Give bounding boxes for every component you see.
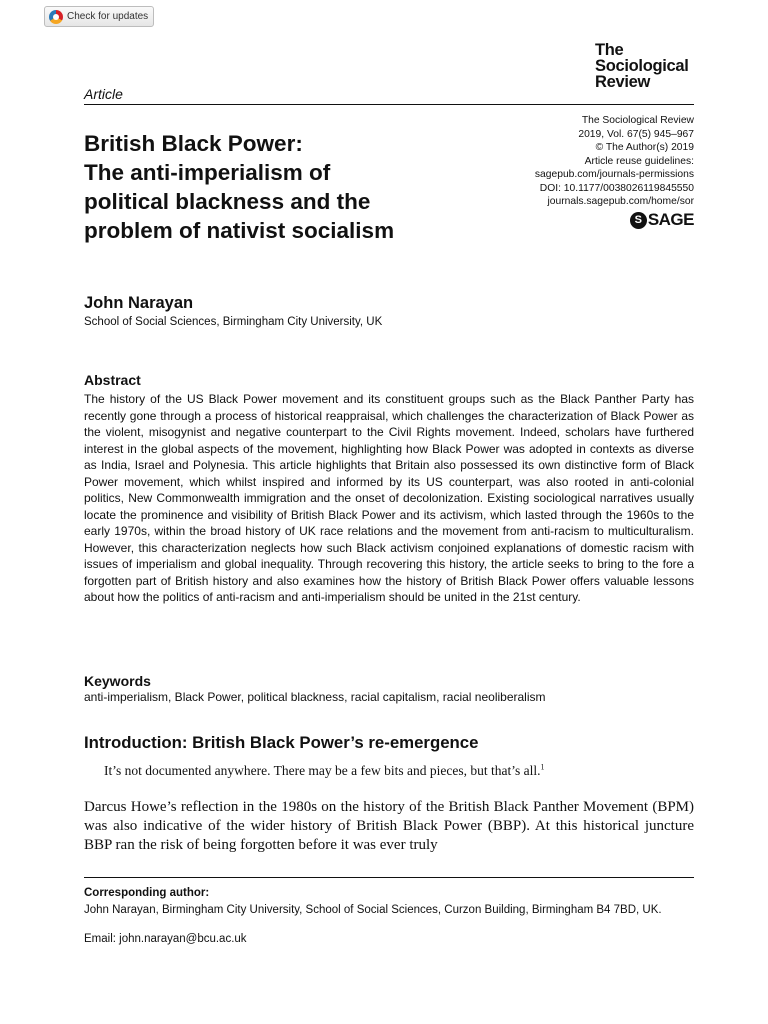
body-paragraph: Darcus Howe’s reflection in the 1980s on the history of the British Black Panther Movement (BPM) was also indicative of the wider history of British Black Power (BBP). At this historical juncture BBP ran the risk of being forgotten before it was ever truly — [84, 799, 694, 853]
keywords-list: anti-imperialism, Black Power, political blackness, racial capitalism, racial neoliberalism — [84, 690, 546, 704]
sage-circle-icon: S — [630, 212, 647, 229]
header-divider — [84, 104, 694, 105]
article-title — [84, 129, 394, 245]
author-name: John Narayan — [84, 294, 194, 312]
copyright: © The Author(s) 2019 — [595, 142, 694, 153]
journal-logo-line: The — [595, 41, 624, 59]
journal-logo — [595, 42, 689, 90]
corresponding-author-heading: Corresponding author: — [84, 887, 210, 899]
corresponding-author-email[interactable]: Email: john.narayan@bcu.ac.uk — [84, 933, 247, 945]
title-line: political blackness and the — [84, 189, 371, 214]
doi-link[interactable]: DOI: 10.1177/0038026119845550 — [539, 182, 694, 194]
journal-name: The Sociological Review — [581, 115, 694, 126]
corresponding-author-address: John Narayan, Birmingham City University, School of Social Sciences, Curzon Building, Birmingham B4 7BD, UK. — [84, 904, 662, 916]
title-line: The anti-imperialism of — [84, 160, 331, 185]
footnote-marker[interactable]: 1 — [540, 762, 545, 772]
check-for-updates-label: Check for updates — [67, 11, 149, 22]
sage-logo-text: SAGE — [647, 210, 694, 229]
keywords-heading: Keywords — [84, 673, 151, 689]
check-for-updates-button[interactable] — [44, 6, 154, 27]
epigraph — [104, 763, 545, 779]
abstract-text: The history of the US Black Power movement and its constituent groups such as the Black Panther Party has recently gone through a process of historical reappraisal, which challenges the characterization of Black Power as the violent, misogynist and negative counterpart to the Civil Rights movement. Indeed, scholars have furthered interest in the global aspects of the movement, highlighting how Black Power was adopted in contexts as diverse as India, Israel and Polynesia. This article highlights that Britain also possessed its own distinctive form of Black Power movement, which whilst inspired and informed by its US counterpart, was also rooted in anti-colonial politics, New Commonwealth immigration and the onset of decolonization. Existing sociological narratives usually locate the prominence and visibility of British Black Power and its activism, which lasted through the 1960s to the early 1970s, within the broad history of UK race relations and the movement from anti-racism to multiculturalism. However, this characterization neglects how such Black activism conjoined explanations of domestic racism with issues of imperialism and global inequality. Through recovering this history, the article seeks to bring to the fore a forgotten part of British history and also examines how the history of British Black Power offers valuable lessons about how the politics of anti-racism and anti-imperialism should be united in the 21st century. — [84, 392, 694, 604]
volume-info: 2019, Vol. 67(5) 945–967 — [578, 128, 694, 140]
sage-logo — [630, 210, 694, 230]
crossmark-icon — [49, 10, 63, 24]
epigraph-text: It’s not documented anywhere. There may be a few bits and pieces, but that’s all. — [104, 763, 541, 778]
article-metadata — [535, 114, 694, 209]
introduction-heading: Introduction: British Black Power’s re-emergence — [84, 733, 479, 752]
article-type-label: Article — [84, 86, 123, 102]
reuse-guidelines-link[interactable]: sagepub.com/journals-permissions — [534, 169, 694, 180]
journal-logo-line: Sociological — [595, 57, 689, 75]
reuse-guidelines-label: Article reuse guidelines: — [584, 155, 694, 167]
journal-homepage-link[interactable]: journals.sagepub.com/home/sor — [547, 196, 694, 207]
abstract-heading: Abstract — [84, 372, 141, 388]
author-affiliation: School of Social Sciences, Birmingham City University, UK — [84, 316, 383, 328]
journal-logo-line: Review — [595, 73, 651, 91]
footer-divider — [84, 877, 694, 878]
title-line: problem of nativist socialism — [84, 218, 395, 243]
title-line: British Black Power: — [84, 131, 303, 156]
